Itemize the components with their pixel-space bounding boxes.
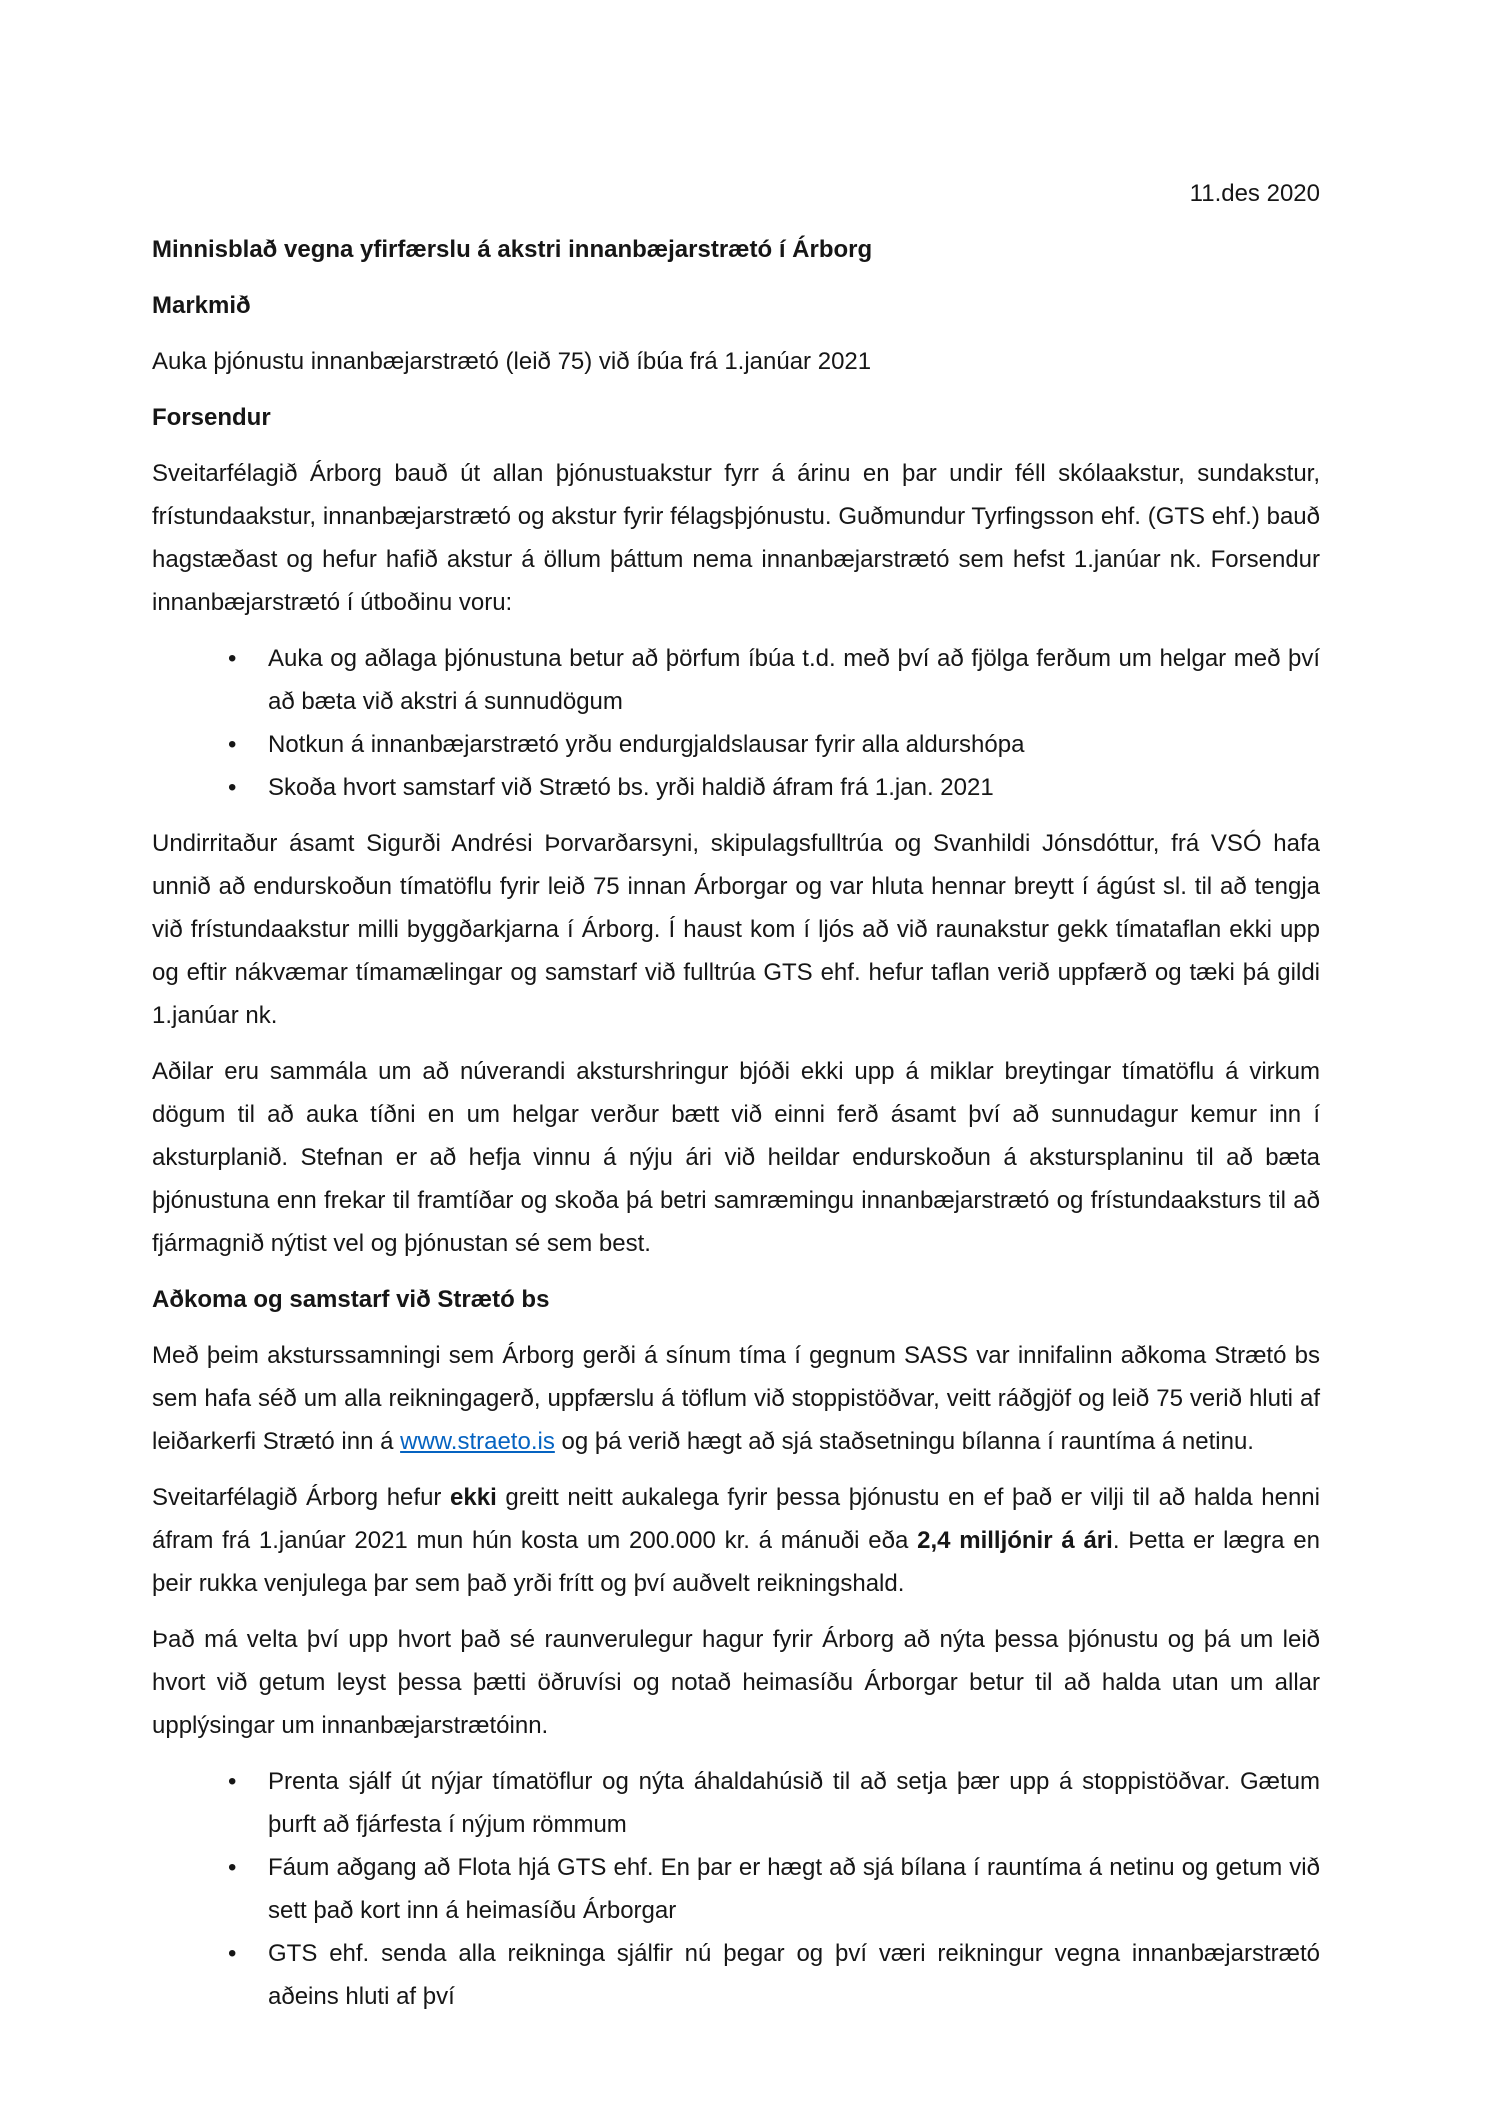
adkoma-p2-part1: Sveitarfélagið Árborg hefur <box>152 1484 451 1511</box>
adkoma-p2-part2: greitt neitt aukalega fyrir þessa þjónustu en ef það er vilji til að halda henni áfram frá 1.janúar 2021 mun hún kosta um 200.000 kr. á mánuði eða <box>152 1484 1320 1554</box>
list-item: • Auka og aðlaga þjónustuna betur að þörfum íbúa t.d. með því að fjölga ferðum um helgar með því að bæta við akstri á sunnudögum <box>228 637 1320 723</box>
adkoma-p2-bold-cost: 2,4 milljónir á ári <box>917 1527 1113 1554</box>
adkoma-paragraph-1 <box>152 1334 1320 1463</box>
heading-forsendur: Forsendur <box>152 404 271 431</box>
list-item: • GTS ehf. senda alla reikninga sjálfir nú þegar og því væri reikningur vegna innanbæjarstrætó aðeins hluti af því <box>228 1932 1320 2018</box>
adilar-paragraph: Aðilar eru sammála um að núverandi aksturshringur bjóði ekki upp á miklar breytingar tímatöflu á virkum dögum til að auka tíðni en um helgar verður bætt við einni ferð ásamt því að sunnudagur kemur inn í aksturplanið. Stefnan er að hefja vinnu á nýju ári við heildar endurskoðun á akstursplaninu til að bæta þjónustuna enn frekar til framtíðar og skoða þá betri samræmingu innanbæjarstrætó og frístundaaksturs til að fjármagnið nýtist vel og þjónustan sé sem best. <box>152 1058 1320 1257</box>
adkoma-paragraph-2 <box>152 1476 1320 1605</box>
memo-document <box>152 172 1320 2018</box>
markmid-body: Auka þjónustu innanbæjarstrætó (leið 75) við íbúa frá 1.janúar 2021 <box>152 348 872 375</box>
adkoma-p2-bold-ekki: ekki <box>450 1484 497 1511</box>
heading-adkoma: Aðkoma og samstarf við Strætó bs <box>152 1286 550 1313</box>
adkoma-p1-pre: Með þeim aksturssamningi sem Árborg gerði á sínum tíma í gegnum SASS var innifalinn aðkoma Strætó bs sem hafa séð um alla reikningagerð, uppfærslu á töflum við stoppistöðvar, veitt ráðgjöf og leið 75 verið hluti af leiðarkerfi Strætó inn á <box>152 1342 1320 1455</box>
document-date: 11.des 2020 <box>1189 180 1320 207</box>
forsendur-intro-paragraph: Sveitarfélagið Árborg bauð út allan þjónustuakstur fyrr á árinu en þar undir féll skólaakstur, sundakstur, frístundaakstur, innanbæjarstrætó og akstur fyrir félagsþjónustu. Guðmundur Tyrfingsson ehf. (GTS ehf.) bauð hagstæðast og hefur hafið akstur á öllum þáttum nema innanbæjarstrætó sem hefst 1.janúar nk. Forsendur innanbæjarstrætó í útboðinu voru: <box>152 460 1320 616</box>
document-title: Minnisblað vegna yfirfærslu á akstri innanbæjarstrætó í Árborg <box>152 236 873 263</box>
adkoma-p1-post: og þá verið hægt að sjá staðsetningu bílanna í rauntíma á netinu. <box>554 1428 1254 1455</box>
list-item: • Fáum aðgang að Flota hjá GTS ehf. En þar er hægt að sjá bílana í rauntíma á netinu og getum við sett það kort inn á heimasíðu Árborgar <box>228 1846 1320 1932</box>
adkoma-p2-part3: . Þetta er lægra en þeir rukka venjulega þar sem það yrði frítt og því auðvelt reikningshald. <box>152 1527 1320 1597</box>
list-item: • Skoða hvort samstarf við Strætó bs. yrði haldið áfram frá 1.jan. 2021 <box>228 766 1320 809</box>
adkoma-bullet-list <box>152 1760 1320 2018</box>
adkoma-paragraph-3: Það má velta því upp hvort það sé raunverulegur hagur fyrir Árborg að nýta þessa þjónustu og þá um leið hvort við getum leyst þessa þætti öðruvísi og notað heimasíðu Árborgar betur til að halda utan um allar upplýsingar um innanbæjarstrætóinn. <box>152 1626 1320 1739</box>
forsendur-bullet-list <box>152 637 1320 809</box>
straeto-link[interactable]: www.straeto.is <box>400 1428 555 1455</box>
list-item: • Notkun á innanbæjarstrætó yrðu endurgjaldslausar fyrir alla aldurshópa <box>228 723 1320 766</box>
undirritadur-paragraph: Undirritaður ásamt Sigurði Andrési Þorvarðarsyni, skipulagsfulltrúa og Svanhildi Jónsdóttur, frá VSÓ hafa unnið að endurskoðun tímatöflu fyrir leið 75 innan Árborgar og var hluta hennar breytt í ágúst sl. til að tengja við frístundaakstur milli byggðarkjarna í Árborg. Í haust kom í ljós að við raunakstur gekk tímataflan ekki upp og eftir nákvæmar tímamælingar og samstarf við fulltrúa GTS ehf. hefur taflan verið uppfærð og tæki þá gildi 1.janúar nk. <box>152 830 1320 1029</box>
heading-markmid: Markmið <box>152 292 251 319</box>
list-item: • Prenta sjálf út nýjar tímatöflur og nýta áhaldahúsið til að setja þær upp á stoppistöðvar. Gætum þurft að fjárfesta í nýjum römmum <box>228 1760 1320 1846</box>
